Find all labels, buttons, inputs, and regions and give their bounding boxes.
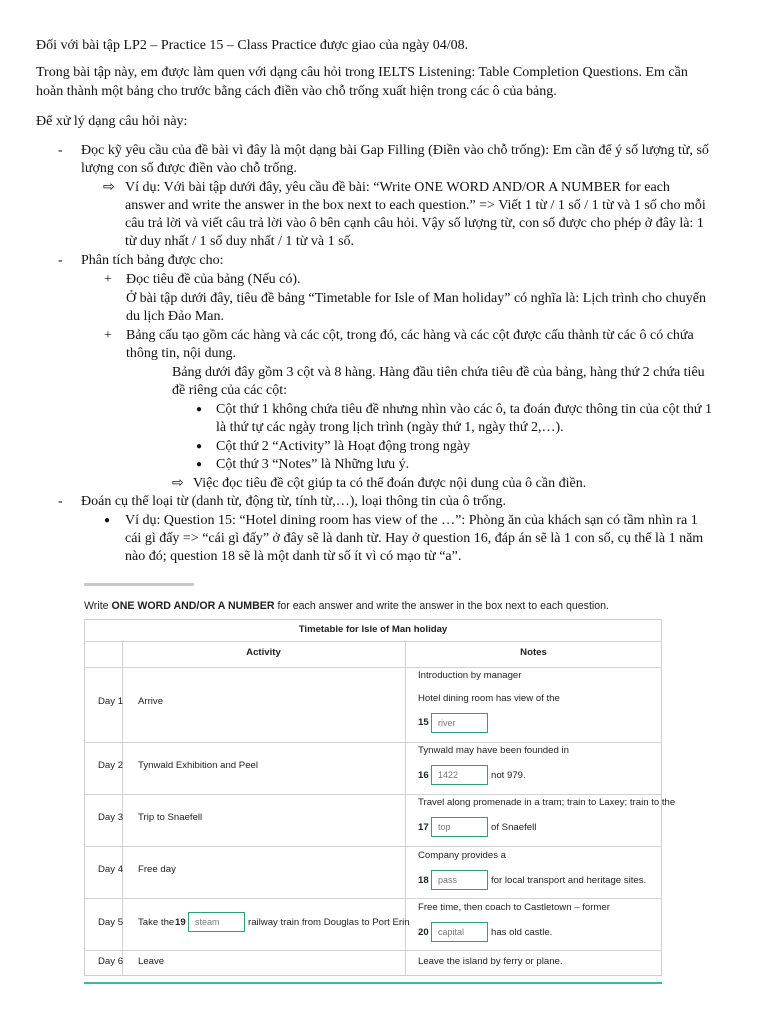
activity-cell: Leave [138, 956, 165, 967]
detail-text: Bảng dưới đây gồm 3 cột và 8 hàng. Hàng đầu tiên chứa tiêu đề của bảng, hàng thứ 2 chứa tiêu [172, 365, 705, 380]
column-note-text: Cột thứ 1 không chứa tiêu đề nhưng nhìn vào các ô, ta đoán được thông tin của cột thứ 1 [216, 402, 712, 417]
question-number: 20 [418, 927, 429, 938]
plus-bullet: + [104, 328, 112, 343]
accent-rule [84, 982, 662, 984]
dash-bullet: - [58, 253, 63, 268]
section-heading: Để xử lý dạng câu hỏi này: [36, 114, 188, 129]
column-note-text: Cột thứ 3 “Notes” là Những lưu ý. [216, 457, 410, 472]
example-text: cái gì đấy => “cái gì đấy” ở đây sẽ là danh từ. Hay ở question 16, đáp án sẽ là 1 con số, cụ thể là 1 năm [125, 531, 704, 546]
column-note-text: là thứ tự các ngày trong lịch trình (ngày thứ 1, ngày thứ 2,…). [216, 420, 564, 435]
instruction-text: Write [84, 600, 112, 612]
worksheet-instruction [84, 600, 609, 613]
example-text: nào đó; question 18 sẽ là một danh từ số ít vì có mạo từ “a”. [125, 549, 462, 564]
arrow-bullet-icon: ⇨ [172, 476, 184, 491]
notes-cell: Company provides a [418, 850, 506, 861]
table-divider [84, 794, 662, 795]
day-label: Day 6 [98, 956, 124, 967]
answer-input-17[interactable] [431, 817, 488, 837]
activity-cell: railway train from Douglas to Port Erin [248, 917, 410, 928]
activity-cell: Trip to Snaefell [138, 812, 203, 823]
sub-item-text: Bảng cấu tạo gồm các hàng và các cột, trong đó, các hàng và các cột được cấu thành từ các ô có chứa [126, 328, 694, 343]
plus-bullet: + [104, 272, 112, 287]
example-text: Ví dụ: Với bài tập dưới đây, yêu cầu đề bài: “Write ONE WORD AND/OR A NUMBER for each [125, 180, 670, 195]
description-line: hoàn thành một bảng cho trước bằng cách điền vào chỗ trống xuất hiện trong các ô của bảng. [36, 84, 557, 99]
question-number: 18 [418, 875, 429, 886]
day-label: Day 1 [98, 696, 124, 707]
intro-paragraph: Đối với bài tập LP2 – Practice 15 – Class Practice được giao của ngày 04/08. [36, 38, 469, 53]
list-item-text: Phân tích bảng được cho: [81, 253, 224, 268]
example-text: Ví dụ: Question 15: “Hotel dining room has view of the …”: Phòng ăn của khách sạn có tầm nhìn ra 1 [125, 513, 698, 528]
answer-input-20[interactable] [431, 922, 488, 942]
activity-cell: Tynwald Exhibition and Peel [138, 760, 258, 771]
sub-item-text: Ở bài tập dưới đây, tiêu đề bảng “Timetable for Isle of Man holiday” có nghĩa là: Lịch trình cho chuyến [126, 291, 707, 306]
example-text: answer and write the answer in the box next to each question.” => Viết 1 từ / 1 số / 1 từ và 1 số cho mỗi [125, 198, 706, 213]
arrow-bullet-icon: ⇨ [103, 180, 115, 195]
table-divider [84, 742, 662, 743]
question-number: 17 [418, 822, 429, 833]
list-item-text: Đoán cụ thể loại từ (danh từ, động từ, tính từ,…), loại thông tin của ô trống. [81, 494, 507, 509]
answer-input-16[interactable] [431, 765, 488, 785]
day-label: Day 2 [98, 760, 124, 771]
table-divider [84, 950, 662, 951]
question-number: 15 [418, 717, 429, 728]
column-note-text: Cột thứ 2 “Activity” là Hoạt động trong ngày [216, 439, 471, 454]
notes-cell: Hotel dining room has view of the [418, 693, 560, 704]
column-header-activity: Activity [246, 647, 281, 658]
notes-cell: Travel along promenade in a tram; train to Laxey; train to the [418, 797, 676, 808]
dash-bullet: - [58, 494, 63, 509]
column-header-notes: Notes [520, 647, 547, 658]
question-number: 19 [175, 917, 186, 928]
description-line: Trong bài tập này, em được làm quen với dạng câu hỏi trong IELTS Listening: Table Completion Questions. Em cần [36, 65, 688, 80]
table-divider [84, 898, 662, 899]
round-bullet: ● [196, 459, 203, 470]
dash-bullet: - [58, 143, 63, 158]
answer-input-18[interactable] [431, 870, 488, 890]
notes-cell: of Snaefell [491, 822, 537, 833]
conclusion-text: Việc đọc tiêu đề cột giúp ta có thể đoán được nội dung của ô cần điền. [193, 476, 587, 491]
activity-cell: Arrive [138, 696, 164, 707]
list-item-text: Đọc kỹ yêu cầu của đề bài vì đây là một dạng bài Gap Filling (Điền vào chỗ trống): Em cần để ý số lượng từ, số [81, 143, 709, 158]
sub-item-text: thông tin, nội dung. [126, 346, 237, 361]
activity-cell: Take the [138, 917, 175, 928]
notes-cell: for local transport and heritage sites. [491, 875, 647, 886]
activity-cell: Free day [138, 864, 176, 875]
table-divider [84, 667, 662, 668]
answer-input-19[interactable] [188, 912, 245, 932]
round-bullet: ● [196, 404, 203, 415]
notes-cell: not 979. [491, 770, 526, 781]
notes-cell: Leave the island by ferry or plane. [418, 956, 563, 967]
question-number: 16 [418, 770, 429, 781]
instruction-text: for each answer and write the answer in the box next to each question. [274, 600, 609, 612]
table-divider [84, 846, 662, 847]
table-divider [84, 641, 662, 642]
round-bullet: ● [196, 441, 203, 452]
list-item-text: lượng con số được điền vào chỗ trống. [81, 161, 297, 176]
sub-item-text: Đọc tiêu đề của bảng (Nếu có). [126, 272, 301, 287]
example-text: từ duy nhất / 1 số duy nhất / 1 từ và 1 số. [125, 234, 355, 249]
cropped-caption-line [84, 583, 194, 586]
notes-cell: has old castle. [491, 927, 553, 938]
sub-item-text: du lịch Đảo Man. [126, 309, 224, 324]
round-bullet: ● [104, 515, 111, 526]
day-label: Day 3 [98, 812, 124, 823]
answer-input-15[interactable] [431, 713, 488, 733]
day-label: Day 4 [98, 864, 124, 875]
example-text: câu trả lời và viết câu trả lời vào ô bên cạnh câu hỏi. Vậy số lượng từ, con số được cho phép ở đây là: 1 [125, 216, 704, 231]
detail-text: đề riêng của các cột: [172, 383, 288, 398]
notes-cell: Introduction by manager [418, 670, 522, 681]
notes-cell: Free time, then coach to Castletown – former [418, 902, 610, 913]
day-label: Day 5 [98, 917, 124, 928]
notes-cell: Tynwald may have been founded in [418, 745, 569, 756]
table-title: Timetable for Isle of Man holiday [298, 624, 448, 635]
instruction-emphasis: ONE WORD AND/OR A NUMBER [111, 600, 275, 612]
